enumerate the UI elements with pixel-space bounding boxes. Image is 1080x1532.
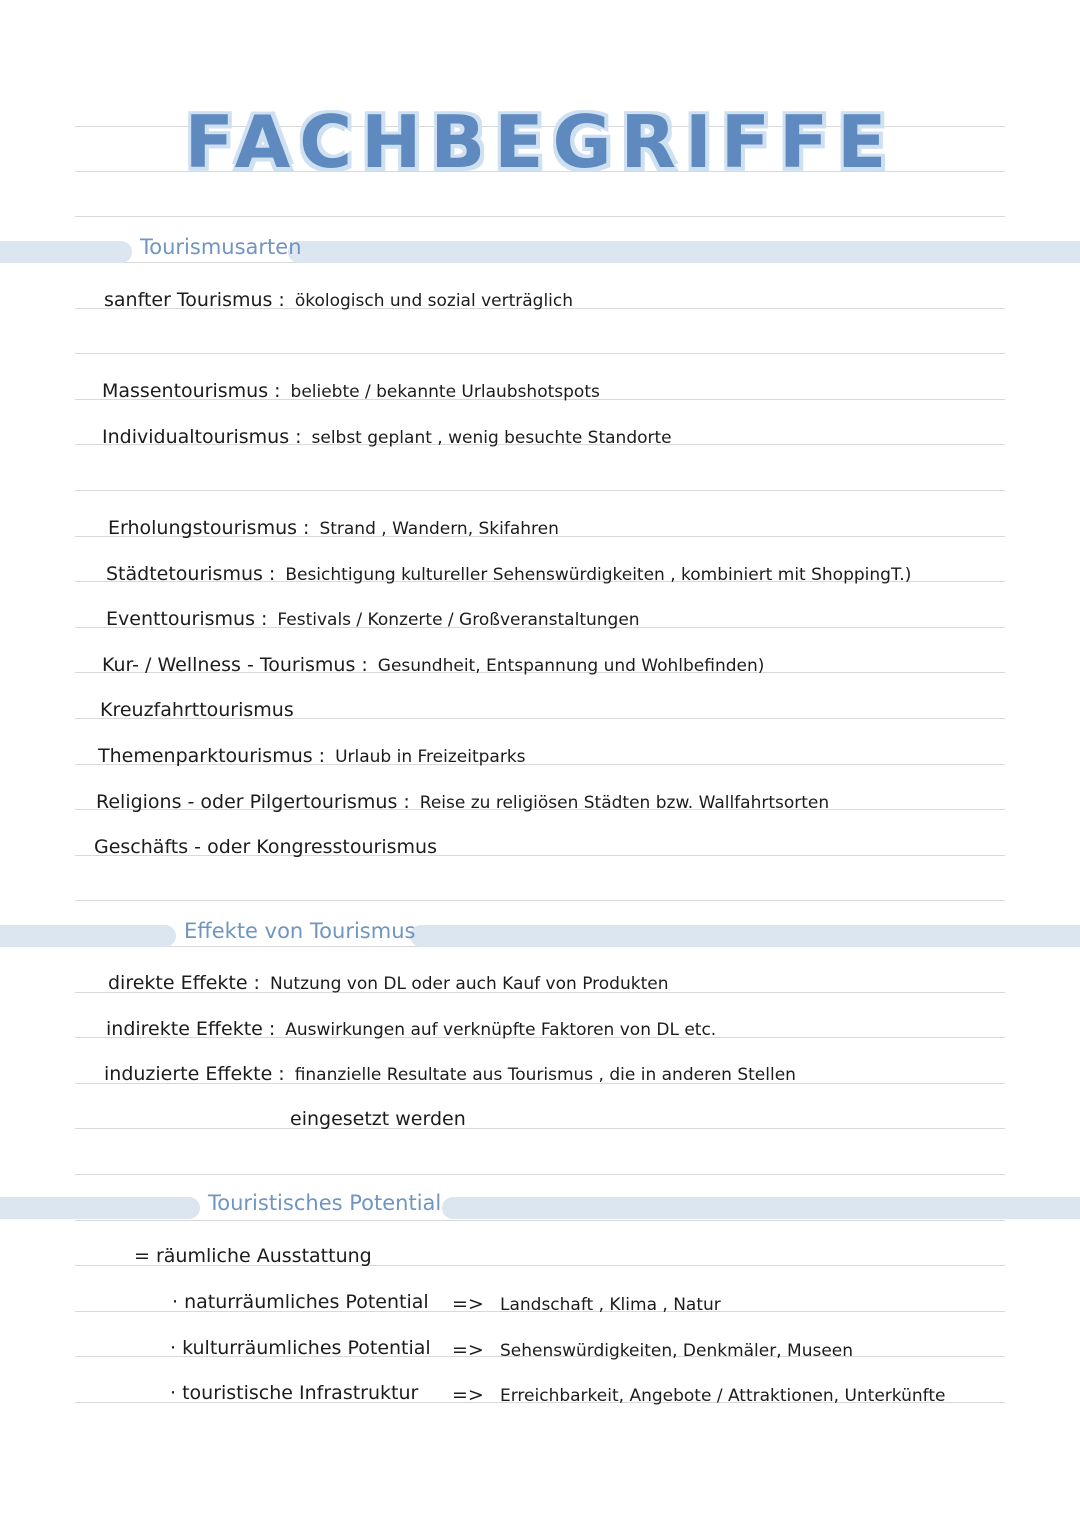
term: sanfter Tourismus (104, 289, 273, 311)
definition: Nutzung von DL oder auch Kauf von Produkten (269, 974, 669, 994)
definition: Festivals / Konzerte / Großveranstaltungen (277, 610, 640, 630)
potential-label: · kulturräumliches Potential (170, 1337, 431, 1359)
term-row (106, 1017, 716, 1042)
term: Individualtourismus (102, 426, 290, 448)
term-row (104, 1062, 796, 1087)
definition-continuation: eingesetzt werden (290, 1108, 466, 1130)
separator: : (403, 791, 410, 813)
term: Städtetourismus (106, 563, 263, 585)
arrow: => (452, 1293, 484, 1315)
section-heading-effekte (0, 919, 1080, 947)
separator: : (268, 1018, 276, 1040)
term: indirekte Effekte (106, 1018, 263, 1040)
term: induzierte Effekte (104, 1063, 273, 1085)
definition: Reise zu religiösen Städten bzw. Wallfahrtsorten (419, 793, 830, 813)
arrow: => (452, 1339, 484, 1361)
term-row (106, 562, 911, 587)
separator: : (318, 745, 326, 767)
term-row (102, 653, 764, 678)
potential-row (170, 1336, 431, 1360)
separator: : (295, 426, 302, 448)
section-heading-potential (0, 1191, 1080, 1219)
separator: : (268, 563, 276, 585)
potential-definition: Erreichbarkeit, Angebote / Attraktionen, Unterkünfte (500, 1386, 946, 1406)
term: Kreuzfahrttourismus (100, 699, 294, 721)
page-title: FACHBEGRIFFE (184, 100, 896, 184)
separator: : (361, 654, 368, 676)
section-heading-tourismusarten (0, 235, 1080, 263)
term-row (94, 835, 437, 859)
term: Religions - oder Pilgertourismus (96, 791, 398, 813)
section-heading-label: Effekte von Tourismus (184, 919, 416, 943)
potential-intro: = räumliche Ausstattung (134, 1245, 372, 1267)
separator: : (274, 380, 281, 402)
potential-row (170, 1381, 418, 1405)
term-row (108, 516, 559, 541)
definition: Auswirkungen auf verknüpfte Faktoren von DL etc. (285, 1020, 717, 1040)
term-row (98, 744, 526, 769)
section-heading-label: Touristisches Potential (208, 1191, 442, 1215)
separator: : (253, 972, 260, 994)
definition: Urlaub in Freizeitparks (335, 747, 526, 767)
term-row (108, 971, 668, 996)
definition: Strand , Wandern, Skifahren (319, 519, 559, 539)
potential-definition: Sehenswürdigkeiten, Denkmäler, Museen (500, 1341, 854, 1361)
definition: selbst geplant , wenig besuchte Standorte (311, 428, 672, 448)
term-row (96, 790, 829, 815)
potential-row (172, 1290, 429, 1314)
separator: : (303, 517, 310, 539)
term: direkte Effekte (108, 972, 248, 994)
term-row (104, 288, 573, 313)
arrow: => (452, 1384, 484, 1406)
definition: beliebte / bekannte Urlaubshotspots (290, 382, 600, 402)
term: Kur- / Wellness - Tourismus (102, 654, 356, 676)
term: Eventtourismus (106, 608, 255, 630)
term: Massentourismus (102, 380, 269, 402)
separator: : (278, 1063, 285, 1085)
section-heading-label: Tourismusarten (140, 235, 302, 259)
potential-label: · touristische Infrastruktur (170, 1382, 419, 1404)
definition: Gesundheit, Entspannung und Wohlbefinden) (377, 656, 765, 676)
term-row (102, 425, 672, 450)
definition: ökologisch und sozial verträglich (294, 291, 574, 311)
term-row (106, 607, 640, 632)
potential-definition: Landschaft , Klima , Natur (500, 1295, 721, 1315)
separator: : (261, 608, 268, 630)
term: Themenparktourismus (98, 745, 313, 767)
term-row (102, 379, 600, 404)
term: Erholungstourismus (108, 517, 298, 539)
potential-label: · naturräumliches Potential (172, 1291, 429, 1313)
definition: finanzielle Resultate aus Tourismus , die in anderen Stellen (294, 1065, 796, 1085)
definition: Besichtigung kultureller Sehenswürdigkeiten , kombiniert mit ShoppingT.) (285, 565, 912, 585)
term-row (100, 698, 294, 722)
term: Geschäfts - oder Kongresstourismus (94, 836, 437, 858)
separator: : (278, 289, 285, 311)
